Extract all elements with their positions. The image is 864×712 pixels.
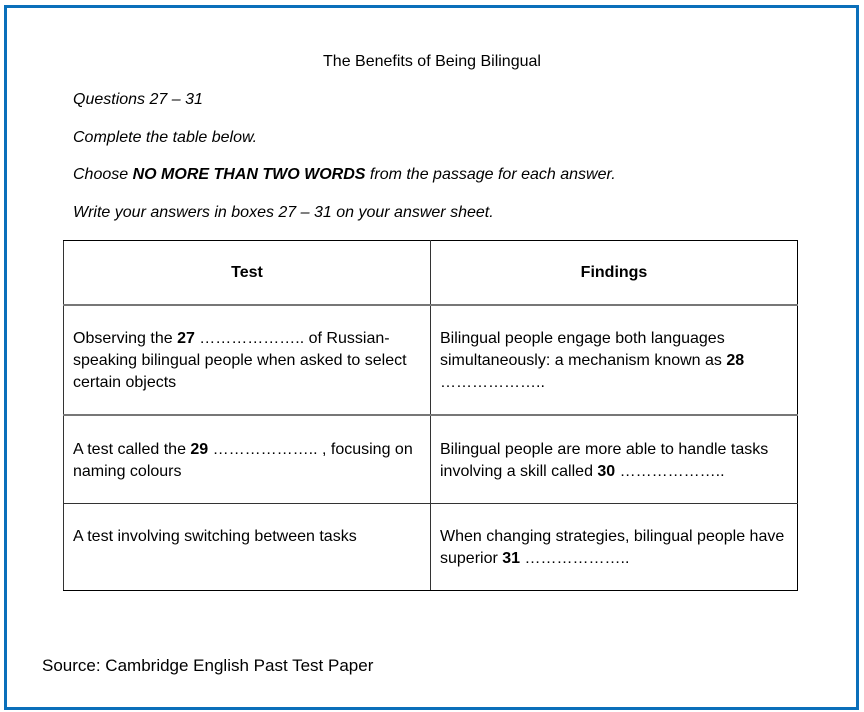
answer-blank-27: ……………….. of Russian-speaking bilingual people when asked to select certain objects <box>73 330 407 391</box>
answer-blank-30: ……………….. <box>615 463 725 480</box>
instruction-write: Write your answers in boxes 27 – 31 on your answer sheet. <box>73 204 494 221</box>
cell-text: When changing strategies, bilingual people have superior <box>440 528 785 567</box>
cell-text: Bilingual people are more able to handle tasks involving a skill called <box>440 441 769 480</box>
header-test: Test <box>64 241 431 306</box>
answer-blank-28: ……………….. <box>440 374 545 391</box>
answer-blank-29: ……………….. , focusing on naming colours <box>73 441 413 480</box>
question-number-31: 31 <box>502 550 521 567</box>
instruction-choose-emphasis: NO MORE THAN TWO WORDS <box>132 166 366 183</box>
findings-cell <box>431 415 798 504</box>
test-cell <box>64 305 431 415</box>
table-row <box>64 305 798 415</box>
instruction-choose <box>73 165 616 185</box>
test-cell <box>64 415 431 504</box>
question-number-27: 27 <box>177 330 195 347</box>
answer-blank-31: ……………….. <box>520 550 630 567</box>
answer-table <box>63 240 798 591</box>
cell-text: Observing the <box>73 330 178 347</box>
table-row <box>64 415 798 504</box>
findings-cell <box>431 305 798 415</box>
question-number-29: 29 <box>190 441 209 458</box>
cell-text: Bilingual people engage both languages simultaneously: a mechanism known as <box>440 330 727 369</box>
header-findings: Findings <box>431 241 798 306</box>
test-cell <box>64 504 431 591</box>
table-row <box>64 504 798 591</box>
table-header-row <box>64 241 798 306</box>
question-number-30: 30 <box>597 463 616 480</box>
questions-range: Questions 27 – 31 <box>73 91 203 108</box>
instruction-choose-prefix: Choose <box>73 166 133 183</box>
source-citation: Source: Cambridge English Past Test Paper <box>42 656 374 675</box>
instruction-complete: Complete the table below. <box>73 129 258 146</box>
findings-cell <box>431 504 798 591</box>
cell-text: A test called the <box>73 441 191 458</box>
cell-text: A test involving switching between tasks <box>73 528 357 545</box>
instruction-choose-suffix: from the passage for each answer. <box>365 166 616 183</box>
question-number-28: 28 <box>726 352 745 369</box>
page-title: The Benefits of Being Bilingual <box>323 53 541 70</box>
